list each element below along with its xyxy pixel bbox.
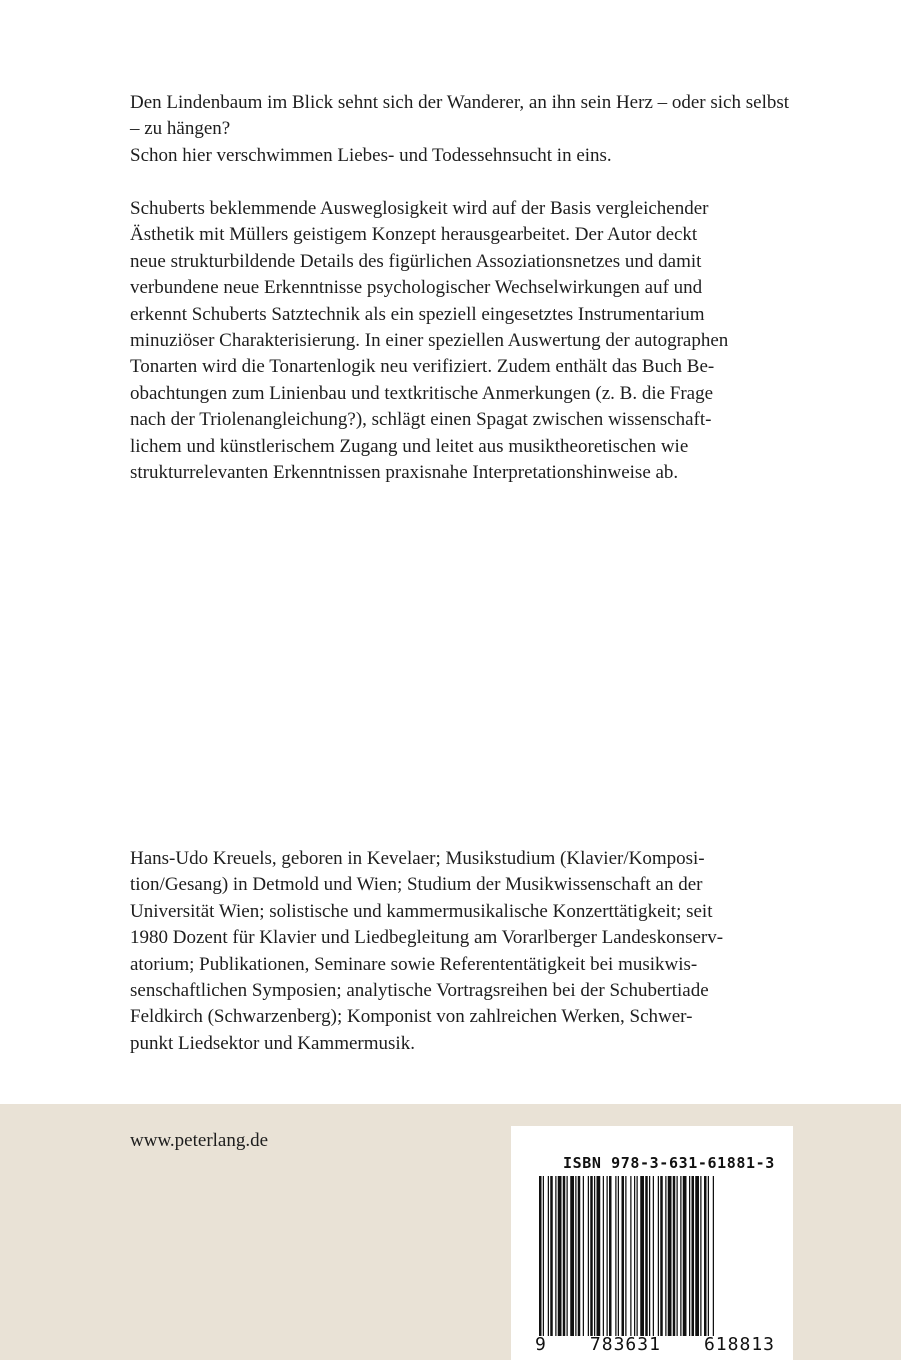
barcode-bar <box>692 1176 695 1336</box>
barcode-bar <box>578 1176 581 1336</box>
bio-line: Hans-Udo Kreuels, geboren in Kevelaer; Musikstudium (Klavier/Komposi- <box>130 848 705 869</box>
barcode-bar <box>609 1176 612 1336</box>
barcode-bar <box>640 1176 644 1336</box>
description-line: Tonarten wird die Tonartenlogik neu verifiziert. Zudem enthält das Buch Be- <box>130 356 715 378</box>
barcode-bar <box>590 1176 593 1336</box>
description-line: Ästhetik mit Müllers geistigem Konzept herausgearbeitet. Der Autor deckt <box>130 224 698 246</box>
barcode-bar <box>570 1176 574 1336</box>
author-bio <box>130 846 792 1057</box>
barcode-bar <box>594 1176 595 1336</box>
barcode-bar <box>603 1176 604 1336</box>
barcode-bar <box>622 1176 625 1336</box>
barcode-bar <box>588 1176 589 1336</box>
barcode-bar <box>645 1176 648 1336</box>
barcode-image <box>539 1176 771 1336</box>
barcode-bar <box>649 1176 650 1336</box>
barcode-bar <box>668 1176 672 1336</box>
barcode-bar <box>713 1176 714 1336</box>
barcode-bar <box>695 1176 699 1336</box>
description-line: nach der Triolenangleichung?), schlägt einen Spagat zwischen wissenschaft- <box>130 409 712 431</box>
description-line: lichem und künstlerischem Zugang und leitet aus musiktheoretischen wie <box>130 435 689 457</box>
description-line: erkennt Schuberts Satztechnik als ein speziell eingesetztes Instrumentarium <box>130 303 705 325</box>
barcode-bar <box>704 1176 707 1336</box>
barcode-bar <box>543 1176 544 1336</box>
barcode-panel <box>511 1126 793 1360</box>
description-line: strukturrelevanten Erkenntnissen praxisnahe Interpretationshinweise ab. <box>130 462 679 484</box>
barcode-bar <box>625 1176 626 1336</box>
barcode-bar <box>607 1176 608 1336</box>
intro-line: Schon hier verschwimmen Liebes- und Todessehnsucht in eins. <box>130 144 612 166</box>
barcode-bar <box>539 1176 542 1336</box>
intro-line: Den Lindenbaum im Blick sehnt sich der Wanderer, an ihn sein Herz – oder sich selbst – zu hängen? <box>130 92 790 140</box>
barcode-bar <box>583 1176 584 1336</box>
barcode-bar <box>658 1176 659 1336</box>
barcode-bar <box>677 1176 678 1336</box>
bio-line: senschaftlichen Symposien; analytische Vortragsreihen bei der Schubertiade <box>130 980 709 1002</box>
barcode-digit-group: 618813 <box>703 1334 775 1355</box>
barcode-digit-group: 783631 <box>589 1334 661 1355</box>
barcode-bar <box>575 1176 576 1336</box>
description-line: verbundene neue Erkenntnisse psychologischer Wechselwirkungen auf und <box>130 277 703 299</box>
bio-line: Feldkirch (Schwarzenberg); Komponist von zahlreichen Werken, Schwer- <box>130 1006 693 1028</box>
barcode-bar <box>555 1176 556 1336</box>
barcode-bar <box>637 1176 638 1336</box>
barcode-bar <box>700 1176 701 1336</box>
barcode-bar <box>597 1176 601 1336</box>
barcode-bar <box>618 1176 619 1336</box>
bio-line: tion/Gesang) in Detmold und Wien; Studium der Musikwissenschaft an der <box>130 874 703 896</box>
bio-line: atorium; Publikationen, Seminare sowie Referententätigkeit bei musikwis- <box>130 953 698 975</box>
publisher-url[interactable]: www.peterlang.de <box>130 1130 269 1151</box>
barcode-bar <box>567 1176 568 1336</box>
book-description <box>130 196 792 486</box>
isbn-label: ISBN 978-3-631-61881-3 <box>563 1154 775 1172</box>
bio-line: punkt Liedsektor und Kammermusik. <box>130 1032 415 1054</box>
barcode-bar <box>683 1176 687 1336</box>
barcode-bar <box>660 1176 663 1336</box>
barcode-bar <box>558 1176 562 1336</box>
description-line: Schuberts beklemmende Ausweglosigkeit wird auf der Basis vergleichender <box>130 198 709 219</box>
barcode-bar <box>708 1176 709 1336</box>
description-line: neue strukturbildende Details des figürlichen Assoziationsnetzes und damit <box>130 250 702 272</box>
barcode-bar <box>665 1176 666 1336</box>
barcode-bar <box>563 1176 566 1336</box>
bio-line: 1980 Dozent für Klavier und Liedbegleitung am Vorarlberger Landeskonserv- <box>130 927 724 949</box>
description-line: minuziöser Charakterisierung. In einer speziellen Auswertung der autographen <box>130 330 729 352</box>
barcode-bar <box>673 1176 676 1336</box>
barcode-bar <box>680 1176 681 1336</box>
barcode-bar <box>653 1176 654 1336</box>
barcode-digit-group: 9 <box>535 1334 547 1355</box>
barcode-bar <box>550 1176 553 1336</box>
barcode-bar <box>630 1176 631 1336</box>
intro-text <box>130 90 792 169</box>
barcode-bar <box>689 1176 690 1336</box>
barcode-bar <box>548 1176 549 1336</box>
bio-line: Universität Wien; solistische und kammermusikalische Konzerttätigkeit; seit <box>130 900 713 922</box>
description-line: obachtungen zum Linienbau und textkritische Anmerkungen (z. B. die Frage <box>130 382 714 404</box>
barcode-bar <box>615 1176 616 1336</box>
barcode-bar <box>634 1176 635 1336</box>
barcode-digits <box>535 1334 775 1355</box>
